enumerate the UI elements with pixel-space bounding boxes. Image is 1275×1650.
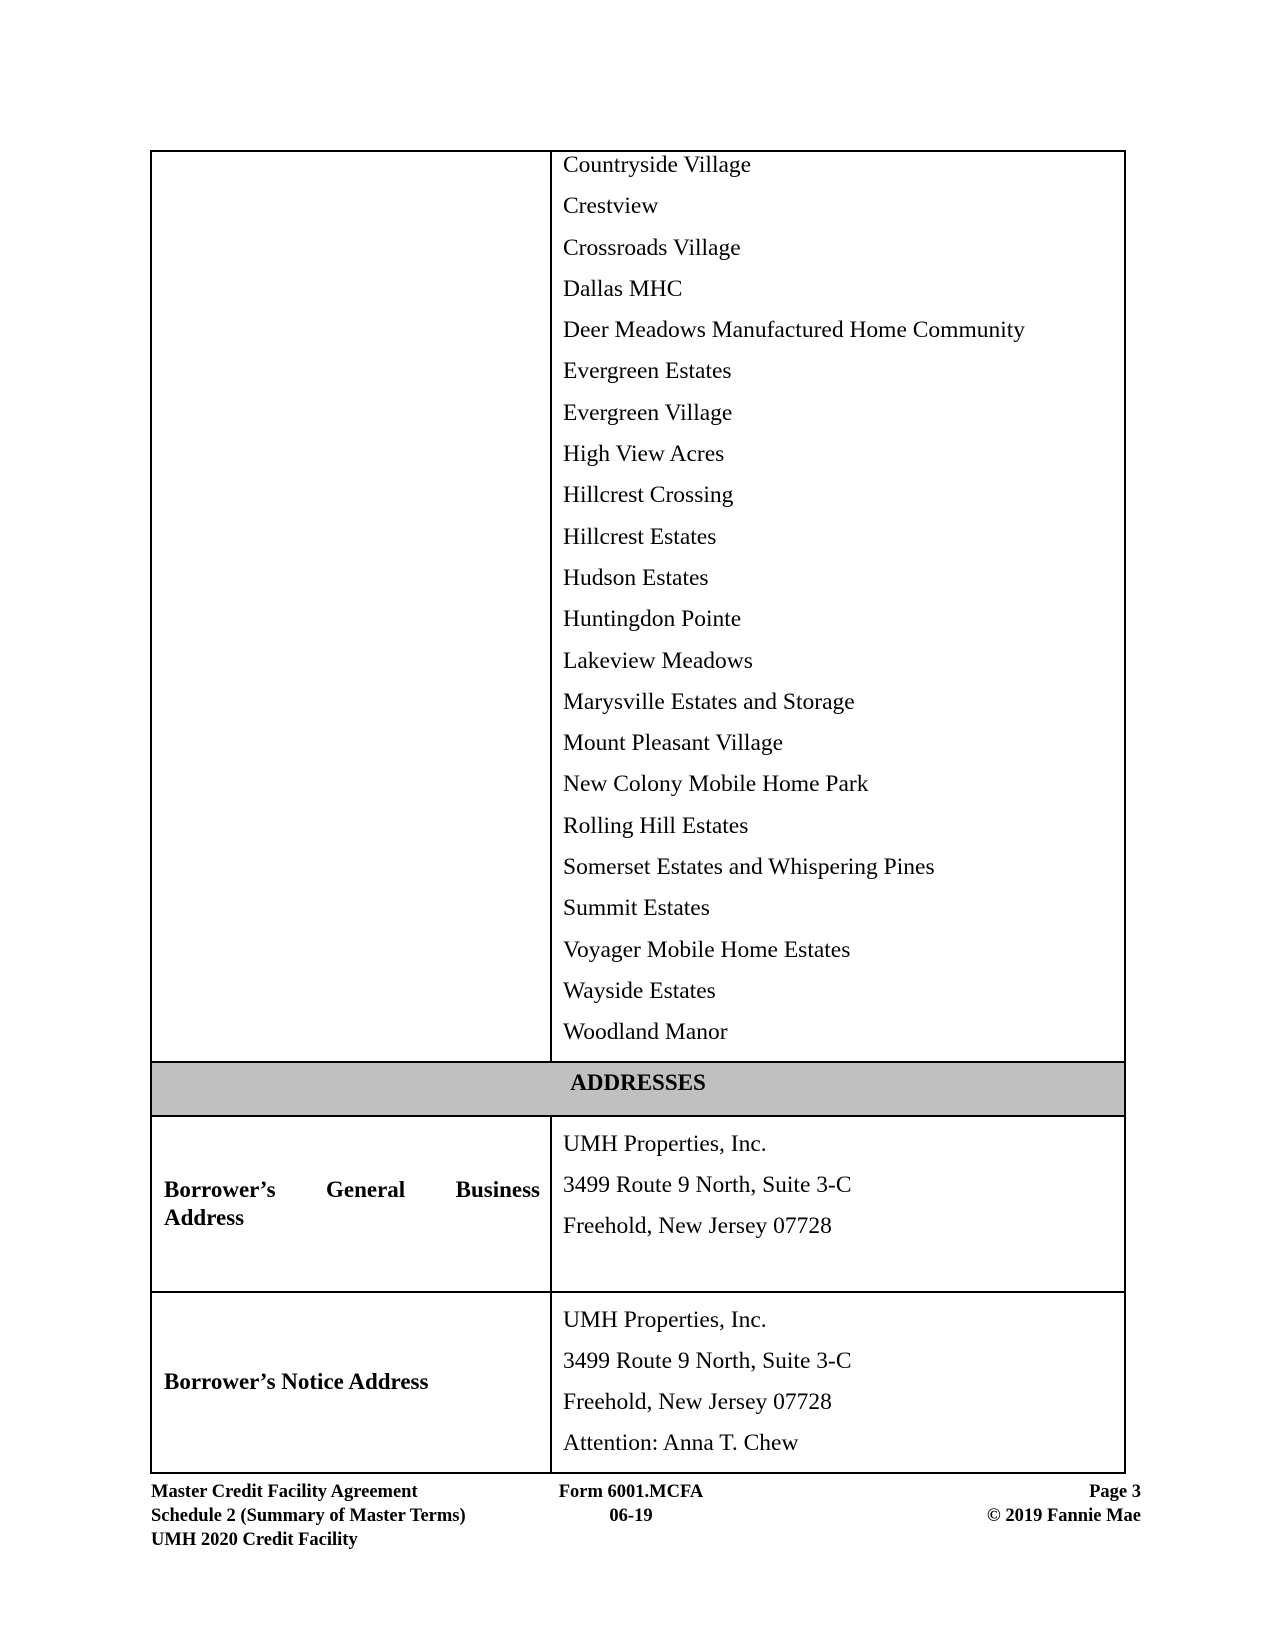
footer-schedule: Schedule 2 (Summary of Master Terms) (151, 1506, 466, 1526)
property-item: Countryside Village (563, 152, 752, 178)
property-item: Hillcrest Crossing (563, 482, 734, 509)
address-line: Attention: Anna T. Chew (563, 1430, 799, 1457)
footer-form-date: 06-19 (609, 1506, 653, 1526)
address-line: UMH Properties, Inc. (563, 1306, 767, 1333)
property-item: Summit Estates (563, 895, 710, 922)
empty-label-cell (151, 151, 551, 1062)
property-item: Somerset Estates and Whispering Pines (563, 854, 935, 881)
property-item: Dallas MHC (563, 275, 683, 302)
property-item: Wayside Estates (563, 977, 716, 1004)
address-line: Freehold, New Jersey 07728 (563, 1389, 832, 1416)
footer-doc-title: Master Credit Facility Agreement (151, 1482, 418, 1502)
property-item: New Colony Mobile Home Park (563, 771, 869, 798)
address-lines (552, 1293, 1124, 1472)
label-line: Address (164, 1204, 245, 1230)
property-item: Voyager Mobile Home Estates (563, 936, 851, 963)
property-item: Evergreen Estates (563, 358, 732, 385)
general-business-label-cell (151, 1116, 551, 1292)
address-line: Freehold, New Jersey 07728 (563, 1213, 832, 1240)
addresses-header-row (151, 1062, 1125, 1116)
notice-address-cell (551, 1292, 1125, 1473)
footer-left (151, 1480, 466, 1552)
property-item: Lakeview Meadows (563, 647, 753, 674)
label-word: Borrower’s (164, 1176, 276, 1202)
footer-page-number: Page 3 (1089, 1482, 1141, 1502)
general-business-address-cell (551, 1116, 1125, 1292)
property-item: Hudson Estates (563, 564, 709, 591)
properties-row (151, 151, 1125, 1062)
property-item: Huntingdon Pointe (563, 606, 742, 633)
footer-middle (531, 1480, 731, 1528)
addresses-header (151, 1062, 1125, 1116)
master-terms-table (150, 150, 1126, 1474)
general-business-label (152, 1176, 550, 1232)
property-item: Deer Meadows Manufactured Home Community (563, 317, 1026, 344)
address-lines (552, 1117, 1124, 1255)
footer-copyright: © 2019 Fannie Mae (986, 1506, 1141, 1526)
footer-facility: UMH 2020 Credit Facility (151, 1530, 358, 1550)
address-line: 3499 Route 9 North, Suite 3-C (563, 1171, 852, 1198)
footer-form-number: Form 6001.MCFA (558, 1482, 704, 1502)
footer-right (987, 1480, 1141, 1528)
notice-label-cell (151, 1292, 551, 1473)
property-item: Crossroads Village (563, 234, 741, 261)
address-line: UMH Properties, Inc. (563, 1130, 767, 1157)
label-word: General (325, 1176, 406, 1202)
address-line: 3499 Route 9 North, Suite 3-C (563, 1347, 852, 1374)
property-list-cell (551, 151, 1125, 1062)
property-list (552, 152, 1124, 1061)
property-item: Marysville Estates and Storage (563, 688, 855, 715)
property-item: High View Acres (563, 441, 725, 468)
notice-address-row (151, 1292, 1125, 1473)
section-title: ADDRESSES (570, 1069, 706, 1095)
property-item: Crestview (563, 193, 659, 220)
label-word: Business (455, 1176, 540, 1202)
property-item: Evergreen Village (563, 399, 733, 426)
property-item: Mount Pleasant Village (563, 730, 784, 757)
property-item: Hillcrest Estates (563, 523, 717, 550)
notice-label: Borrower’s Notice Address (164, 1369, 429, 1395)
property-item: Rolling Hill Estates (563, 812, 749, 839)
property-item: Woodland Manor (563, 1019, 728, 1046)
general-business-address-row (151, 1116, 1125, 1292)
